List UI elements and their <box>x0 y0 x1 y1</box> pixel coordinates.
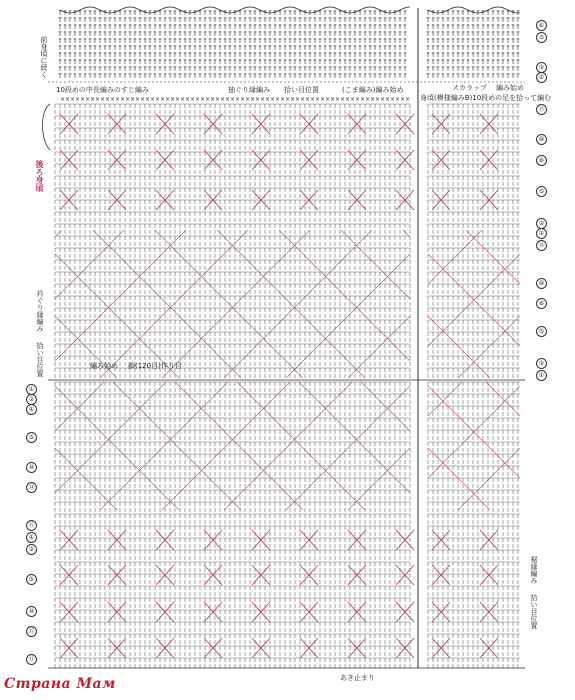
sc-mark: × <box>230 96 236 103</box>
sc-mark: × <box>155 96 161 103</box>
sc-mark: × <box>285 96 291 103</box>
sc-mark: × <box>135 96 141 103</box>
sc-mark: × <box>130 96 136 103</box>
sc-mark: × <box>225 96 231 103</box>
sc-mark: × <box>325 96 331 103</box>
sc-mark: × <box>295 96 301 103</box>
sc-mark: × <box>60 96 66 103</box>
sc-mark: × <box>310 96 316 103</box>
sc-mark: × <box>170 96 176 103</box>
sc-mark: × <box>250 96 256 103</box>
sc-mark: × <box>190 96 196 103</box>
sc-mark: × <box>185 96 191 103</box>
scallop-edge-top-right <box>428 7 520 13</box>
sc-mark: × <box>335 96 341 103</box>
sc-mark: × <box>195 96 201 103</box>
sc-mark: × <box>220 96 226 103</box>
sc-mark: × <box>290 96 296 103</box>
sc-mark: × <box>365 96 371 103</box>
sc-mark: × <box>260 96 266 103</box>
sc-mark: × <box>120 96 126 103</box>
sc-mark: × <box>305 96 311 103</box>
sc-mark: × <box>105 96 111 103</box>
sc-mark: × <box>180 96 186 103</box>
sc-mark: × <box>330 96 336 103</box>
sc-mark: × <box>70 96 76 103</box>
sc-mark: × <box>115 96 121 103</box>
sc-mark: × <box>240 96 246 103</box>
sc-mark: × <box>145 96 151 103</box>
sc-mark: × <box>360 96 366 103</box>
sc-mark: × <box>265 96 271 103</box>
sc-mark: × <box>380 96 386 103</box>
sc-mark: × <box>375 96 381 103</box>
sc-mark: × <box>165 96 171 103</box>
sc-mark: × <box>110 96 116 103</box>
sc-mark: × <box>370 96 376 103</box>
sc-mark: × <box>405 96 411 103</box>
sc-mark: × <box>150 96 156 103</box>
sc-mark: × <box>245 96 251 103</box>
sc-mark: × <box>345 96 351 103</box>
sc-mark: × <box>80 96 86 103</box>
sc-mark: × <box>95 96 101 103</box>
sc-mark: × <box>210 96 216 103</box>
sc-mark: × <box>160 96 166 103</box>
sc-mark: × <box>140 96 146 103</box>
sc-mark: × <box>85 96 91 103</box>
sc-mark: × <box>280 96 286 103</box>
sc-mark: × <box>355 96 361 103</box>
sc-mark: × <box>175 96 181 103</box>
sc-mark: × <box>65 96 71 103</box>
sc-mark: × <box>275 96 281 103</box>
sc-mark: × <box>315 96 321 103</box>
sc-mark: × <box>300 96 306 103</box>
sc-mark: × <box>235 96 241 103</box>
sc-mark: × <box>340 96 346 103</box>
sc-mark: × <box>255 96 261 103</box>
sc-mark: × <box>125 96 131 103</box>
sc-mark: × <box>395 96 401 103</box>
sc-mark: × <box>400 96 406 103</box>
sc-mark: × <box>100 96 106 103</box>
sc-mark: × <box>205 96 211 103</box>
sc-mark: × <box>270 96 276 103</box>
sc-mark: × <box>90 96 96 103</box>
sc-mark: × <box>200 96 206 103</box>
sc-mark: × <box>215 96 221 103</box>
sc-mark: × <box>390 96 396 103</box>
sc-mark: × <box>350 96 356 103</box>
sc-mark: × <box>385 96 391 103</box>
sc-mark: × <box>75 96 81 103</box>
sc-mark: × <box>320 96 326 103</box>
